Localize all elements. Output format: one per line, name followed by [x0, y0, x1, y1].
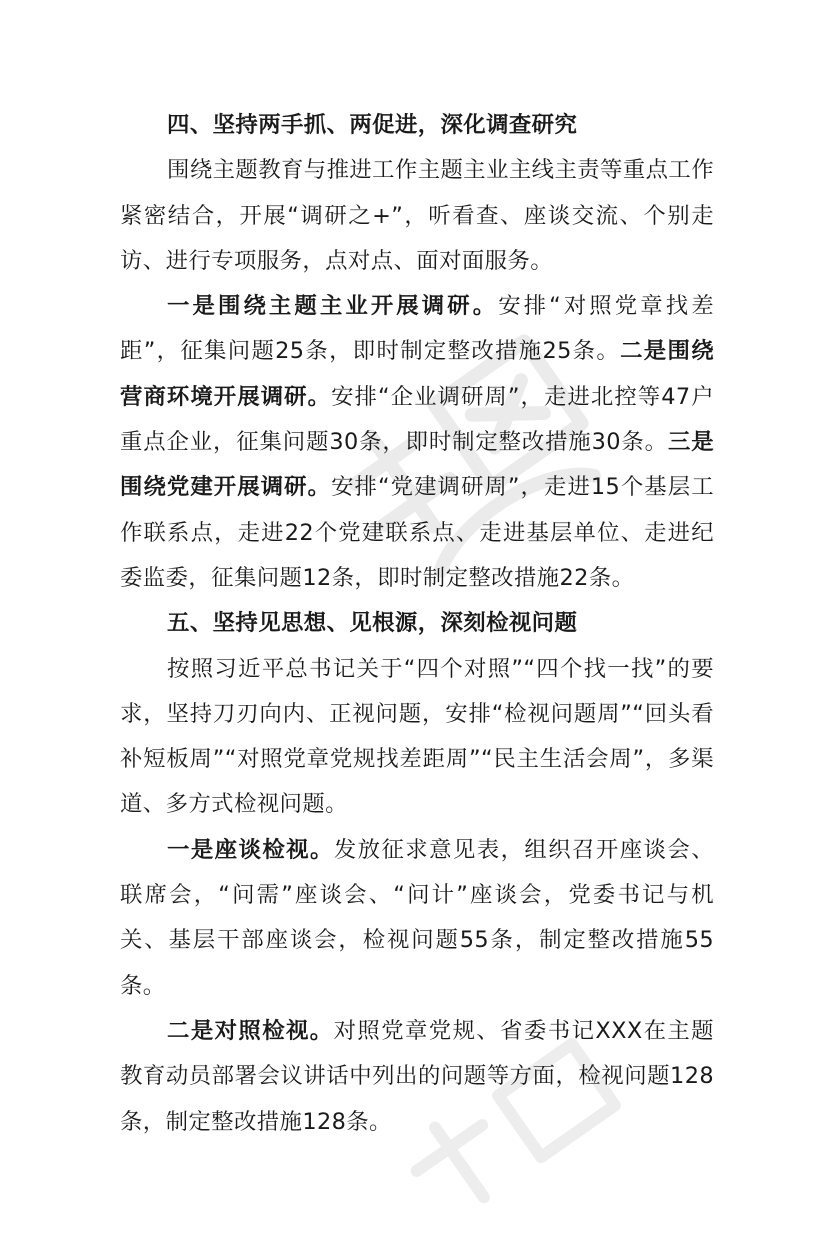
- document-body: [120, 103, 714, 1145]
- paragraph-research-items: [120, 284, 714, 601]
- section-heading-four: 四、坚持两手抓、两促进，深化调查研究: [167, 112, 578, 138]
- item-three-title: 三是围绕党建开展调研。: [120, 429, 714, 501]
- item-two-title: 二是围绕营商环境开展调研。: [120, 338, 714, 410]
- paragraph-intro-research: 围绕主题教育与推进工作主题主业主线主责等重点工作紧密结合，开展“调研之+”，听看查、座谈交流、个别走访、进行专项服务，点对点、面对面服务。: [120, 157, 715, 274]
- review-one-text: 发放征求意见表，组织召开座谈会、联席会，“问需”座谈会、“问计”座谈会，党委书记与机关、基层干部座谈会，检视问题55条，制定整改措施55条。: [120, 836, 714, 999]
- review-two-text: 对照党章党规、省委书记XXX在主题教育动员部署会议讲话中列出的问题等方面，检视问题128条，制定整改措施128条。: [120, 1017, 714, 1135]
- item-two-text: 安排“企业调研周”，走进北控等47户重点企业，征集问题30条，即时制定整改措施30条。: [120, 383, 714, 456]
- paragraph-review-one: [120, 828, 714, 1009]
- paragraph-review-two: [120, 1009, 714, 1145]
- paragraph-intro-review: 按照习近平总书记关于“四个对照”“四个找一找”的要求，坚持刀刃向内、正视问题，安排“检视问题周”“回头看补短板周”“对照党章党规找差距周”“民主生活会周”，多渠道、多方式检视问题。: [120, 655, 714, 818]
- item-one-title: 一是围绕主题主业开展调研。: [167, 293, 499, 320]
- item-one-text: 安排“对照党章找差距”，征集问题25条，即时制定整改措施25条。: [120, 293, 714, 365]
- review-one-title: 一是座谈检视。: [167, 836, 334, 863]
- review-two-title: 二是对照检视。: [167, 1017, 334, 1044]
- item-three-text: 安排“党建调研周”，走进15个基层工作联系点，走进22个党建联系点、走进基层单位、走进纪委监委，征集问题12条，即时制定整改措施22条。: [120, 474, 714, 591]
- section-heading-five: 五、坚持见思想、见根源，深刻检视问题: [167, 610, 578, 637]
